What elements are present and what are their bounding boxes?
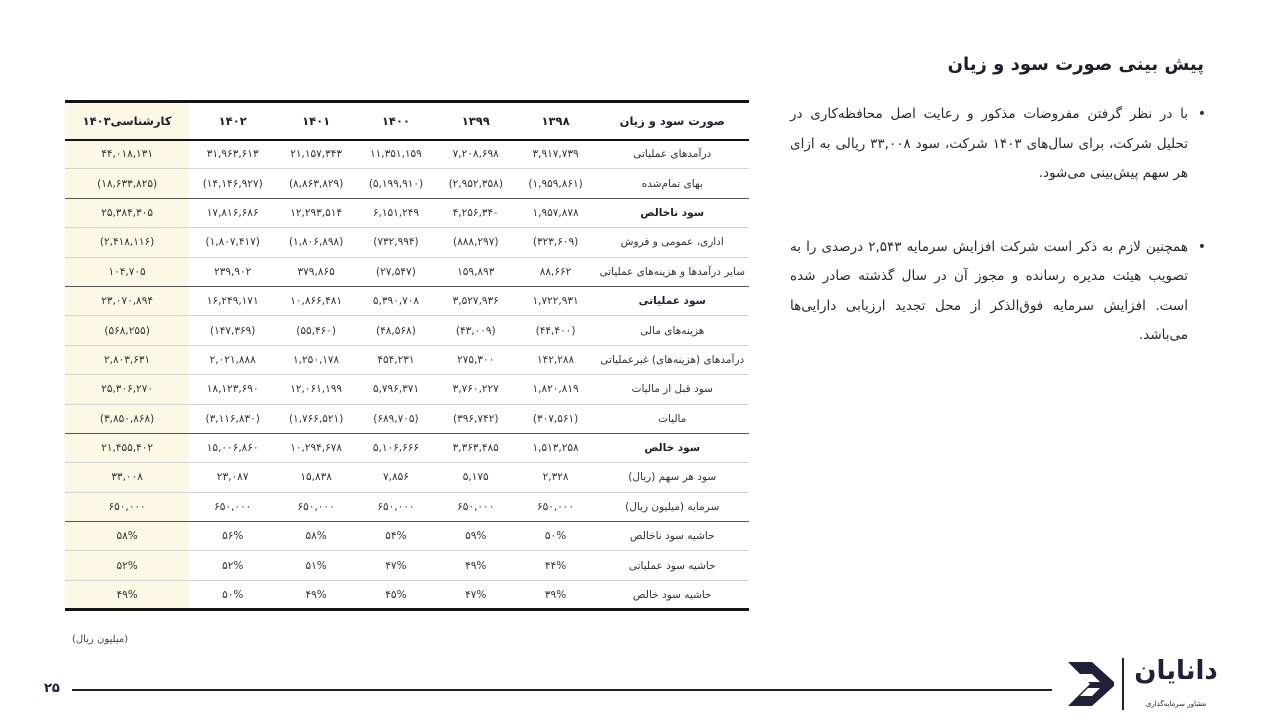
table-cell: ۲۳۹,۹۰۲ xyxy=(189,257,276,286)
row-label: حاشیه سود خالص xyxy=(595,580,749,609)
row-label: حاشیه سود ناخالص xyxy=(595,522,749,551)
table-cell: (۵۶۸,۲۵۵) xyxy=(65,316,189,345)
table-cell: ۲,۰۲۱,۸۸۸ xyxy=(189,345,276,374)
table-cell: ۵۱% xyxy=(276,551,356,580)
table-cell: ۲,۸۰۳,۶۳۱ xyxy=(65,345,189,374)
table-cell: ۱۸,۱۲۳,۶۹۰ xyxy=(189,375,276,404)
table-cell: ۱,۸۲۰,۸۱۹ xyxy=(516,375,596,404)
table-cell: ۳,۹۱۷,۷۳۹ xyxy=(532,148,579,161)
table-cell: ۲۵,۳۰۶,۲۷۰ xyxy=(65,375,189,404)
bullet-text: همچنین لازم به ذکر است شرکت افزایش سرمایه ۲,۵۴۳ درصدی را به تصویب هیئت مدیره رسانده و مجوز آن در سال گذشته صادر شده است. افزایش سرمایه فوق‌الذکر از محل تجدید ارزیابی دارایی‌ها می‌باشد. xyxy=(790,238,1188,343)
table-row xyxy=(65,228,749,257)
table-cell: ۱,۲۵۰,۱۷۸ xyxy=(276,345,356,374)
table-cell: (۱,۹۵۹,۸۶۱) xyxy=(516,169,596,198)
table-cell: ۱۴۲,۲۸۸ xyxy=(516,345,596,374)
logo-name: دانایان xyxy=(1134,656,1218,686)
table-cell: ۵۹% xyxy=(436,522,516,551)
table-cell: (۳۰۷,۵۶۱) xyxy=(516,404,596,433)
table-cell: ۶,۱۵۱,۲۴۹ xyxy=(356,198,436,227)
header-cell-1403-forecast: کارشناسی۱۴۰۳ xyxy=(65,102,189,140)
table-row xyxy=(65,169,749,198)
table-cell: ۱,۵۱۳,۲۵۸ xyxy=(516,433,596,462)
table-cell: ۵۲% xyxy=(65,551,189,580)
table-row xyxy=(65,140,749,169)
table-cell: ۴۵۴,۲۳۱ xyxy=(356,345,436,374)
row-label: درآمدهای عملیاتی xyxy=(633,148,712,161)
header-cell-1401: ۱۴۰۱ xyxy=(276,102,356,140)
table-cell: (۳,۱۱۶,۸۳۰) xyxy=(189,404,276,433)
table-cell: ۵۰% xyxy=(189,580,276,609)
header-cell-1400: ۱۴۰۰ xyxy=(356,102,436,140)
row-label: سود قبل از مالیات xyxy=(595,375,749,404)
table-cell: (۴۴,۴۰۰) xyxy=(516,316,596,345)
table-cell: (۱۸,۶۳۳,۸۲۵) xyxy=(65,169,189,198)
table-cell: ۱۲,۰۶۱,۱۹۹ xyxy=(276,375,356,404)
table-cell: ۵۲% xyxy=(189,551,276,580)
logo-subtitle: مشاور سرمایه‌گذاری xyxy=(1145,700,1207,708)
table-cell: ۲۷۵,۳۰۰ xyxy=(436,345,516,374)
table-cell: ۴۷% xyxy=(356,551,436,580)
row-label: درآمدهای (هزینه‌های) غیرعملیاتی xyxy=(595,345,749,374)
table-cell: ۳,۷۶۰,۲۲۷ xyxy=(436,375,516,404)
table-cell: ۶۵۰,۰۰۰ xyxy=(436,492,516,521)
table-cell: ۱۶,۲۴۹,۱۷۱ xyxy=(189,286,276,315)
table-cell: ۵,۱۷۵ xyxy=(436,463,516,492)
footer-divider xyxy=(72,689,1052,691)
bullet-item xyxy=(790,100,1208,189)
table-cell: ۲۱,۱۵۷,۳۴۳ xyxy=(290,148,343,161)
header-cell-1398: ۱۳۹۸ xyxy=(516,102,596,140)
table-row xyxy=(65,286,749,315)
table-cell: (۱,۷۶۶,۵۲۱) xyxy=(276,404,356,433)
table-cell: ۴۴,۰۱۸,۱۳۱ xyxy=(65,140,189,169)
table-cell: ۲,۳۲۸ xyxy=(516,463,596,492)
row-label: اداری، عمومی و فروش xyxy=(595,228,749,257)
table-row xyxy=(65,404,749,433)
table-cell: ۱,۹۵۷,۸۷۸ xyxy=(516,198,596,227)
table-cell: ۳۱,۹۶۳,۶۱۳ xyxy=(206,148,259,161)
table-cell: ۴۹% xyxy=(65,580,189,609)
table-cell: (۶۸۹,۷۰۵) xyxy=(356,404,436,433)
row-label: سود هر سهم (ریال) xyxy=(595,463,749,492)
table-row xyxy=(65,198,749,227)
table-cell: ۵,۳۹۰,۷۰۸ xyxy=(356,286,436,315)
table-cell: ۴۵% xyxy=(356,580,436,609)
row-label: بهای تمام‌شده xyxy=(595,169,749,198)
row-label: سود عملیاتی xyxy=(595,286,749,315)
table-row xyxy=(65,463,749,492)
page-title: پیش بینی صورت سود و زیان xyxy=(947,54,1204,75)
table-cell: (۱,۸۰۶,۸۹۸) xyxy=(276,228,356,257)
table-cell: ۱۱,۳۵۱,۱۵۹ xyxy=(370,148,422,161)
table-cell: ۶۵۰,۰۰۰ xyxy=(276,492,356,521)
header-cell-label: صورت سود و زیان xyxy=(595,102,749,140)
table-cell: ۳,۳۶۳,۴۸۵ xyxy=(436,433,516,462)
table-cell: ۵۸% xyxy=(65,522,189,551)
table-cell: ۲۵,۳۸۴,۳۰۵ xyxy=(65,198,189,227)
table-cell: (۴۳,۰۰۹) xyxy=(436,316,516,345)
income-statement-table xyxy=(65,100,749,611)
table-cell: (۵۵,۴۶۰) xyxy=(276,316,356,345)
page-number: ۲۵ xyxy=(44,681,60,696)
table-cell: ۴,۲۵۶,۳۴۰ xyxy=(436,198,516,227)
table-cell: (۲,۴۱۸,۱۱۶) xyxy=(65,228,189,257)
table-cell: (۱,۸۰۷,۴۱۷) xyxy=(189,228,276,257)
row-label: هزینه‌های مالی xyxy=(595,316,749,345)
table-cell: ۴۷% xyxy=(436,580,516,609)
table-cell: ۸۸,۶۶۲ xyxy=(516,257,596,286)
table-cell: ۱۰,۲۹۴,۶۷۸ xyxy=(276,433,356,462)
logo-divider xyxy=(1122,658,1124,710)
table-cell: ۱,۷۲۲,۹۳۱ xyxy=(516,286,596,315)
table-cell: ۱۲,۲۹۳,۵۱۴ xyxy=(276,198,356,227)
table-cell: (۱۴۷,۳۶۹) xyxy=(189,316,276,345)
table-body xyxy=(65,140,749,610)
table-cell: ۴۹% xyxy=(276,580,356,609)
table-cell: ۷,۸۵۶ xyxy=(356,463,436,492)
table-row xyxy=(65,316,749,345)
logo-mark-icon xyxy=(1066,660,1116,708)
table-cell: ۵۴% xyxy=(356,522,436,551)
table-cell: ۳۹% xyxy=(516,580,596,609)
table-cell: ۵۸% xyxy=(276,522,356,551)
table-header-row xyxy=(65,102,749,140)
table-cell: ۱۷,۸۱۶,۶۸۶ xyxy=(189,198,276,227)
bullet-list xyxy=(790,100,1208,395)
row-label: سرمایه (میلیون ریال) xyxy=(595,492,749,521)
table-row xyxy=(65,433,749,462)
row-label: سود خالص xyxy=(595,433,749,462)
unit-footnote: (میلیون ریال) xyxy=(72,634,129,645)
bullet-item xyxy=(790,233,1208,351)
row-label: حاشیه سود عملیاتی xyxy=(595,551,749,580)
table-cell: ۴۹% xyxy=(436,551,516,580)
bullet-dot-icon: • xyxy=(1197,106,1206,122)
table-cell: (۲۷,۵۴۷) xyxy=(356,257,436,286)
table-cell: ۳,۵۲۷,۹۳۶ xyxy=(436,286,516,315)
table-cell: (۳,۸۵۰,۸۶۸) xyxy=(65,404,189,433)
bullet-text: با در نظر گرفتن مفروضات مذکور و رعایت اصل محافظه‌کاری در تحلیل شرکت، برای سال‌های ۱۴۰۳ شرکت، سود ۳۳,۰۰۸ ریالی به ازای هر سهم پیش‌بینی می‌شود. xyxy=(790,106,1188,181)
table-cell: ۲۳,۰۸۷ xyxy=(189,463,276,492)
table-cell: (۳۲۳,۶۰۹) xyxy=(516,228,596,257)
danayan-logo xyxy=(1066,656,1226,714)
table-cell: ۵,۷۹۶,۳۷۱ xyxy=(356,375,436,404)
table-cell: ۱۵,۰۰۶,۸۶۰ xyxy=(189,433,276,462)
table-cell: ۱۵۹,۸۹۳ xyxy=(436,257,516,286)
table-cell: ۵۶% xyxy=(189,522,276,551)
table-cell: (۲,۹۵۲,۳۵۸) xyxy=(436,169,516,198)
table-row xyxy=(65,375,749,404)
table-cell: ۶۵۰,۰۰۰ xyxy=(356,492,436,521)
table-row xyxy=(65,551,749,580)
table-cell: ۱۰۴,۷۰۵ xyxy=(65,257,189,286)
table-cell: ۷,۲۰۸,۶۹۸ xyxy=(452,148,499,161)
table-cell: ۶۵۰,۰۰۰ xyxy=(189,492,276,521)
row-label: مالیات xyxy=(595,404,749,433)
income-statement-table-wrapper xyxy=(65,100,749,611)
table-row xyxy=(65,492,749,521)
table-cell: ۵۰% xyxy=(516,522,596,551)
table-cell: (۵,۱۹۹,۹۱۰) xyxy=(356,169,436,198)
bullet-dot-icon: • xyxy=(1197,238,1206,255)
table-cell: (۷۳۲,۹۹۴) xyxy=(356,228,436,257)
table-cell: ۱۰,۸۶۶,۴۸۱ xyxy=(276,286,356,315)
table-row xyxy=(65,345,749,374)
table-cell: (۸,۸۶۳,۸۲۹) xyxy=(276,169,356,198)
table-row xyxy=(65,522,749,551)
table-cell: ۶۵۰,۰۰۰ xyxy=(65,492,189,521)
table-cell: ۵,۱۰۶,۶۶۶ xyxy=(356,433,436,462)
table-cell: ۳۷۹,۸۶۵ xyxy=(276,257,356,286)
table-cell: (۴۸,۵۶۸) xyxy=(356,316,436,345)
table-cell: ۱۵,۸۳۸ xyxy=(276,463,356,492)
table-cell: ۴۴% xyxy=(516,551,596,580)
header-cell-1402: ۱۴۰۲ xyxy=(189,102,276,140)
table-row xyxy=(65,257,749,286)
header-cell-1399: ۱۳۹۹ xyxy=(436,102,516,140)
table-cell: ۲۱,۴۵۵,۴۰۲ xyxy=(65,433,189,462)
table-cell: (۱۴,۱۴۶,۹۲۷) xyxy=(189,169,276,198)
table-cell: ۳۳,۰۰۸ xyxy=(65,463,189,492)
row-label: سود ناخالص xyxy=(595,198,749,227)
table-cell: ۶۵۰,۰۰۰ xyxy=(516,492,596,521)
table-cell: (۸۸۸,۲۹۷) xyxy=(436,228,516,257)
table-cell: ۲۳,۰۷۰,۸۹۴ xyxy=(65,286,189,315)
table-row xyxy=(65,580,749,609)
table-cell: (۳۹۶,۷۴۲) xyxy=(436,404,516,433)
row-label: سایر درآمدها و هزینه‌های عملیاتی xyxy=(595,257,749,286)
